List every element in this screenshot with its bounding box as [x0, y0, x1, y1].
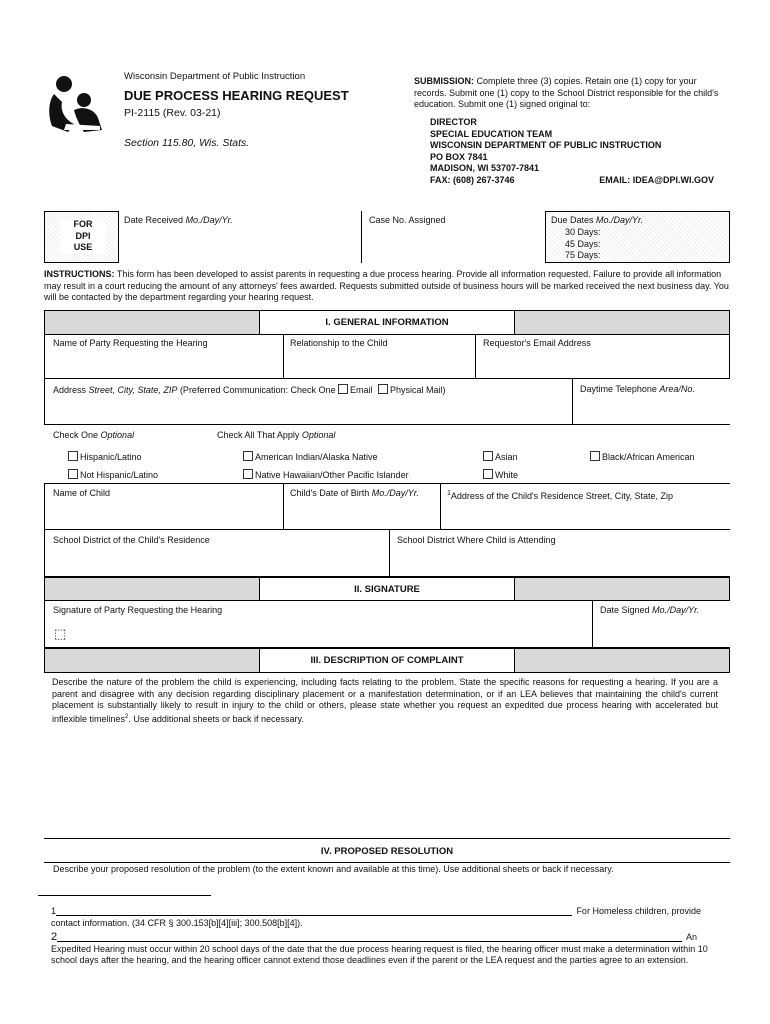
relationship-field[interactable]: Relationship to the Child: [290, 338, 388, 348]
complaint-instructions: Describe the nature of the problem the child is experiencing, including facts relating to the problem. State the specific reasons for requesting a hearing. If you are a parent and disagree with any decision regarding disciplinary placement or a manifestation determination, or if an LEA believes that maintaining the child's current placement is substantially likely to result in injury to the child or others, please state whether you request an expedited due process hearing with accelerated but inflexible timelines$^2$. Use additional sheets or back if necessary.: [52, 677, 718, 724]
native-hawaiian-checkbox[interactable]: [243, 469, 253, 479]
not-hispanic-checkbox[interactable]: [68, 469, 78, 479]
child-name-field[interactable]: Name of Child: [53, 488, 111, 498]
resolution-instructions: Describe your proposed resolution of the problem (to the extent known and available at this time). Use additional sheets or back if necessary.: [53, 864, 614, 874]
due-30[interactable]: 30 Days:: [565, 227, 601, 237]
child-address-field[interactable]: $^1$Address of the Child's Residence Street, City, State, Zip: [447, 490, 674, 501]
email-address: EMAIL: IDEA@DPI.WI.GOV: [599, 174, 714, 185]
form-number: PI-2115 (Rev. 03-21): [124, 107, 221, 119]
address-field[interactable]: Address Street, City, State, ZIP (Preferred Communication: Check One Email Physical Mail): [53, 385, 446, 395]
american-indian-checkbox[interactable]: [243, 451, 253, 461]
party-name-field[interactable]: Name of Party Requesting the Hearing: [53, 338, 208, 348]
signature-field[interactable]: ⬚: [54, 626, 67, 641]
due-dates-list: [565, 227, 601, 262]
black-option[interactable]: Black/African American: [590, 451, 695, 464]
dpi-use-label: FOR DPI USE: [60, 219, 106, 254]
white-option[interactable]: White: [483, 469, 518, 482]
section-3-title: III. DESCRIPTION OF COMPLAINT: [310, 655, 464, 666]
black-checkbox[interactable]: [590, 451, 600, 461]
section-1-header: [44, 310, 730, 335]
signature-label: Signature of Party Requesting the Hearing: [53, 605, 223, 615]
footnote-2: 2 An Expedited Hearing must occur within 20 school days of the date that the due process hearing request is filed, the hearing officer must make a determination within 10 school days after the hearing, and the hearing officer cannot extend those deadlines even if the parent or the LEA request and the parties agree to an extension.: [51, 931, 708, 965]
section-4-header: [44, 839, 730, 863]
child-dob-field[interactable]: Child's Date of Birth Mo./Day/Yr.: [290, 488, 419, 498]
section-3-header: [44, 648, 730, 673]
white-checkbox[interactable]: [483, 469, 493, 479]
footnote-1: 1 For Homeless children, provide contact information. (34 CFR § 300.153[b][4][iii]; 300.508[b][4]).: [51, 906, 701, 928]
complaint-description-area[interactable]: [44, 725, 730, 835]
hispanic-option[interactable]: Hispanic/Latino: [68, 451, 142, 464]
date-received-label: Date Received Mo./Day/Yr.: [124, 215, 233, 225]
pref-mail-checkbox[interactable]: [378, 384, 388, 394]
date-signed-field[interactable]: Date Signed Mo./Day/Yr.: [600, 605, 700, 615]
statute: Section 115.80, Wis. Stats.: [124, 137, 250, 149]
form-title: DUE PROCESS HEARING REQUEST: [124, 88, 349, 103]
due-dates-label: Due Dates Mo./Day/Yr.: [551, 215, 644, 225]
section-4-title: IV. PROPOSED RESOLUTION: [320, 845, 454, 857]
hispanic-checkbox[interactable]: [68, 451, 78, 461]
daytime-phone-field[interactable]: Daytime Telephone Area/No.: [580, 384, 695, 394]
section-2-title: II. SIGNATURE: [354, 583, 420, 595]
due-45[interactable]: 45 Days:: [565, 238, 601, 249]
mailing-address: DIRECTOR SPECIAL EDUCATION TEAM WISCONSIN DEPARTMENT OF PUBLIC INSTRUCTION PO BOX 7841 MADISON, WI 53707-7841 FAX: (608) 267-3746 EMAIL: IDEA@DPI.WI.GOV: [430, 117, 714, 185]
district-residence-field[interactable]: School District of the Child's Residence: [53, 535, 210, 545]
agency-name: Wisconsin Department of Public Instruction: [124, 71, 306, 82]
asian-checkbox[interactable]: [483, 451, 493, 461]
native-hawaiian-option[interactable]: Native Hawaiian/Other Pacific Islander: [243, 469, 409, 482]
due-75[interactable]: 75 Days:: [565, 250, 601, 260]
asian-option[interactable]: Asian: [483, 451, 518, 464]
fax-number: FAX: (608) 267-3746: [430, 174, 515, 185]
american-indian-option[interactable]: American Indian/Alaska Native: [243, 451, 378, 464]
resolution-description-area[interactable]: [44, 878, 730, 892]
not-hispanic-option[interactable]: Not Hispanic/Latino: [68, 469, 158, 482]
pref-email-checkbox[interactable]: [338, 384, 348, 394]
requestor-email-field[interactable]: Requestor's Email Address: [483, 338, 591, 348]
submission-instructions: SUBMISSION: Complete three (3) copies. Retain one (1) copy for your records. Submit one (1) copy to the School District responsible for the child's education. Submit one (1) signed original to:: [414, 76, 719, 109]
section-1-title: I. GENERAL INFORMATION: [325, 317, 449, 328]
dpi-logo: [44, 74, 106, 136]
check-all-label: Check All That Apply Optional: [217, 430, 336, 440]
case-no-label: Case No. Assigned: [369, 215, 446, 225]
section-2-header: [44, 577, 730, 601]
instructions: INSTRUCTIONS: This form has been developed to assist parents in requesting a due process hearing. Provide all information requested. Failure to provide all information may result in a court reducing the amount of any attorneys' fees awarded. Requests submitted outside of business hours will be marked received the next business day. You will be contacted by the department regarding your hearing request.: [44, 269, 729, 302]
district-attending-field[interactable]: School District Where Child is Attending: [397, 535, 556, 545]
check-one-label: Check One Optional: [53, 430, 135, 440]
